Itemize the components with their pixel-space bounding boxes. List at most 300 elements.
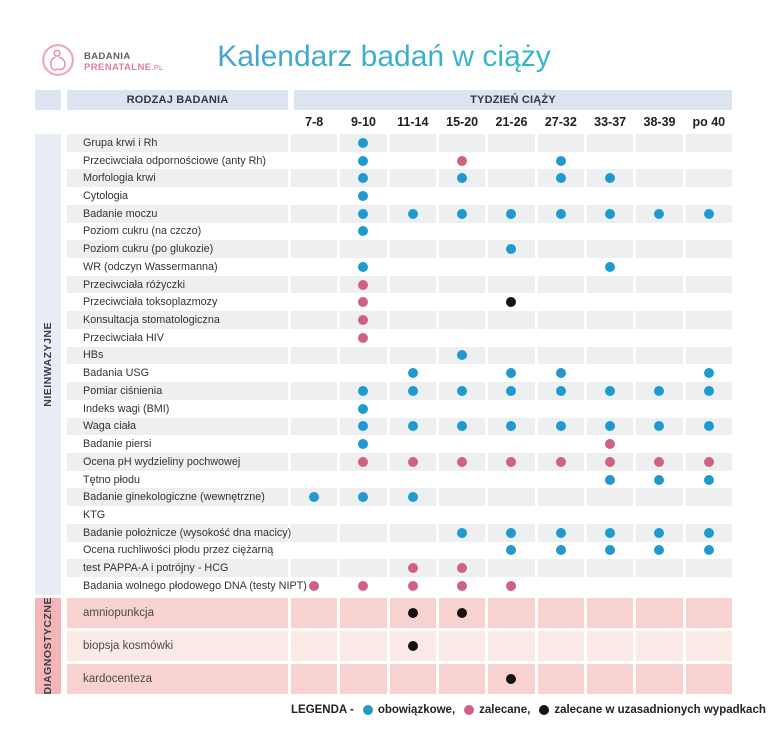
cell-week-7-8	[291, 223, 337, 241]
week-header-21-26: 21-26	[495, 115, 528, 129]
cell-week-27-32	[538, 276, 584, 294]
week-header-15-20: 15-20	[446, 115, 479, 129]
row-label: Pomiar ciśnienia	[67, 382, 288, 400]
row-label: Poziom cukru (na czczo)	[83, 225, 202, 238]
row-label: biopsja kosmówki	[67, 631, 288, 661]
cell-week-po-40	[686, 347, 732, 365]
table-row	[67, 435, 732, 453]
cell-week-21-26	[488, 223, 534, 241]
cell-week-27-32	[538, 664, 584, 694]
header-rodzaj-badania: RODZAJ BADANIA	[67, 90, 288, 110]
cell-week-11-14	[390, 598, 436, 628]
cell-week-9-10	[340, 152, 386, 170]
row-label: Badanie położnicze (wysokość dna macicy)	[67, 524, 288, 542]
pink-dot	[556, 457, 566, 467]
legend-item-blue	[363, 704, 455, 716]
row-label: Przeciwciała różyczki	[67, 276, 288, 294]
cell-week-27-32	[538, 471, 584, 489]
blue-dot	[457, 350, 467, 360]
legend-item-label: zalecane,	[479, 704, 531, 716]
table-row	[67, 400, 732, 418]
header-tydzien-ciazy: TYDZIEŃ CIĄŻY	[294, 90, 732, 110]
cell-week-33-37	[587, 240, 633, 258]
table-row	[67, 453, 732, 471]
table-row	[67, 524, 732, 542]
cell-week-38-39	[636, 187, 682, 205]
cell-week-po-40	[686, 169, 732, 187]
cell-week-38-39	[636, 400, 682, 418]
cell-week-38-39	[636, 205, 682, 223]
table-row	[67, 598, 732, 628]
table-row	[67, 169, 732, 187]
cell-week-po-40	[686, 524, 732, 542]
cell-week-38-39	[636, 223, 682, 241]
cell-week-11-14	[390, 205, 436, 223]
blue-dot	[457, 209, 467, 219]
blue-dot	[358, 404, 368, 414]
cell-week-27-32	[538, 382, 584, 400]
row-label: Cytologia	[83, 190, 129, 203]
cell-week-11-14	[390, 329, 436, 347]
cell-week-7-8	[291, 559, 337, 577]
cell-week-27-32	[538, 134, 584, 152]
row-label: Przeciwciała toksoplazmozy	[83, 296, 218, 309]
cell-week-po-40	[686, 134, 732, 152]
cell-week-11-14	[390, 453, 436, 471]
cell-week-15-20	[439, 364, 485, 382]
blue-dot	[309, 492, 319, 502]
cell-week-po-40	[686, 240, 732, 258]
cell-week-21-26	[488, 311, 534, 329]
cell-week-21-26	[488, 598, 534, 628]
cell-week-po-40	[686, 488, 732, 506]
cell-week-38-39	[636, 364, 682, 382]
cell-week-15-20	[439, 223, 485, 241]
cell-week-27-32	[538, 542, 584, 560]
cell-week-9-10	[340, 276, 386, 294]
cell-week-po-40	[686, 276, 732, 294]
cell-week-11-14	[390, 542, 436, 560]
row-label: WR (odczyn Wassermanna)	[83, 260, 218, 273]
cell-week-7-8	[291, 542, 337, 560]
cell-week-7-8	[291, 134, 337, 152]
blue-dot	[556, 421, 566, 431]
blue-dot	[704, 528, 714, 538]
cell-week-38-39	[636, 435, 682, 453]
cell-week-7-8	[291, 453, 337, 471]
cell-week-9-10	[340, 223, 386, 241]
cell-week-11-14	[390, 488, 436, 506]
cell-week-21-26	[488, 524, 534, 542]
week-header-33-37: 33-37	[594, 115, 627, 129]
table-row	[67, 382, 732, 400]
cell-week-27-32	[538, 205, 584, 223]
blue-dot	[605, 386, 615, 396]
blue-dot	[457, 386, 467, 396]
cell-week-9-10	[340, 488, 386, 506]
cell-week-33-37	[587, 223, 633, 241]
cell-week-21-26	[488, 559, 534, 577]
weeks-header-row	[291, 110, 732, 134]
cell-week-21-26	[488, 329, 534, 347]
cell-week-11-14	[390, 577, 436, 595]
cell-week-15-20	[439, 152, 485, 170]
legend-item-black	[539, 704, 766, 716]
cell-week-9-10	[340, 347, 386, 365]
cell-week-38-39	[636, 240, 682, 258]
blue-dot	[408, 492, 418, 502]
cell-week-27-32	[538, 223, 584, 241]
cell-week-7-8	[291, 435, 337, 453]
cell-week-15-20	[439, 293, 485, 311]
cell-week-7-8	[291, 276, 337, 294]
cell-week-33-37	[587, 435, 633, 453]
cell-week-7-8	[291, 329, 337, 347]
blue-dot	[506, 209, 516, 219]
cell-week-27-32	[538, 418, 584, 436]
cell-week-po-40	[686, 293, 732, 311]
cell-week-9-10	[340, 400, 386, 418]
cell-week-11-14	[390, 169, 436, 187]
blue-dot	[363, 705, 373, 715]
cell-week-po-40	[686, 205, 732, 223]
cell-week-9-10	[340, 205, 386, 223]
cell-week-38-39	[636, 598, 682, 628]
cell-week-7-8	[291, 187, 337, 205]
table-row	[67, 223, 732, 241]
cell-week-21-26	[488, 506, 534, 524]
blue-dot	[556, 528, 566, 538]
table-row	[67, 293, 732, 311]
cell-week-15-20	[439, 598, 485, 628]
cell-week-27-32	[538, 559, 584, 577]
cell-week-15-20	[439, 577, 485, 595]
cell-week-15-20	[439, 631, 485, 661]
week-header-11-14: 11-14	[397, 115, 429, 129]
row-label: kardocenteza	[67, 664, 288, 694]
cell-week-11-14	[390, 134, 436, 152]
cell-week-11-14	[390, 524, 436, 542]
table-row	[67, 240, 732, 258]
table-row	[67, 506, 732, 524]
cell-week-9-10	[340, 435, 386, 453]
cell-week-27-32	[538, 258, 584, 276]
cell-week-38-39	[636, 134, 682, 152]
cell-week-15-20	[439, 169, 485, 187]
cell-week-33-37	[587, 631, 633, 661]
cell-week-33-37	[587, 293, 633, 311]
pink-dot	[506, 457, 516, 467]
pink-dot	[408, 563, 418, 573]
blue-dot	[457, 173, 467, 183]
table-row	[67, 471, 732, 489]
cell-week-7-8	[291, 488, 337, 506]
cell-week-21-26	[488, 400, 534, 418]
cell-week-38-39	[636, 506, 682, 524]
black-dot	[539, 705, 549, 715]
cell-week-27-32	[538, 152, 584, 170]
cell-week-21-26	[488, 240, 534, 258]
cell-week-15-20	[439, 382, 485, 400]
row-label: amniopunkcja	[67, 598, 288, 628]
blue-dot	[358, 421, 368, 431]
cell-week-7-8	[291, 471, 337, 489]
blue-dot	[358, 226, 368, 236]
cell-week-15-20	[439, 471, 485, 489]
cell-week-38-39	[636, 311, 682, 329]
cell-week-7-8	[291, 598, 337, 628]
header-corner-cell	[35, 90, 61, 110]
black-dot	[506, 297, 516, 307]
row-label: test PAPPA-A i potrójny - HCG	[67, 559, 288, 577]
cell-week-po-40	[686, 382, 732, 400]
cell-week-9-10	[340, 453, 386, 471]
row-label: Poziom cukru (po glukozie)	[67, 240, 288, 258]
cell-week-38-39	[636, 559, 682, 577]
table-row	[67, 664, 732, 694]
blue-dot	[704, 209, 714, 219]
cell-week-27-32	[538, 400, 584, 418]
table-row	[67, 488, 732, 506]
cell-week-33-37	[587, 311, 633, 329]
cell-week-7-8	[291, 382, 337, 400]
legend-item-label: obowiązkowe,	[377, 704, 456, 716]
cell-week-7-8	[291, 664, 337, 694]
blue-dot	[605, 209, 615, 219]
row-label: Grupa krwi i Rh	[67, 134, 288, 152]
cell-week-15-20	[439, 524, 485, 542]
pink-dot	[408, 581, 418, 591]
blue-dot	[358, 262, 368, 272]
cell-week-15-20	[439, 205, 485, 223]
cell-week-7-8	[291, 400, 337, 418]
cell-week-7-8	[291, 506, 337, 524]
blue-dot	[358, 191, 368, 201]
cell-week-21-26	[488, 382, 534, 400]
cell-week-21-26	[488, 169, 534, 187]
cell-week-15-20	[439, 329, 485, 347]
cell-week-po-40	[686, 329, 732, 347]
table-row	[67, 205, 732, 223]
cell-week-21-26	[488, 577, 534, 595]
cell-week-9-10	[340, 187, 386, 205]
cell-week-33-37	[587, 506, 633, 524]
row-label: Tętno płodu	[83, 473, 141, 486]
cell-week-38-39	[636, 524, 682, 542]
blue-dot	[556, 156, 566, 166]
cell-week-38-39	[636, 293, 682, 311]
blue-dot	[704, 545, 714, 555]
blue-dot	[408, 368, 418, 378]
cell-week-7-8	[291, 152, 337, 170]
cell-week-11-14	[390, 187, 436, 205]
blue-dot	[358, 439, 368, 449]
cell-week-9-10	[340, 169, 386, 187]
cell-week-9-10	[340, 329, 386, 347]
blue-dot	[358, 156, 368, 166]
cell-week-15-20	[439, 187, 485, 205]
week-header-po-40: po 40	[692, 115, 726, 129]
cell-week-7-8	[291, 293, 337, 311]
cell-week-po-40	[686, 506, 732, 524]
cell-week-27-32	[538, 364, 584, 382]
table-row	[67, 329, 732, 347]
blue-dot	[605, 262, 615, 272]
cell-week-27-32	[538, 293, 584, 311]
cell-week-33-37	[587, 524, 633, 542]
cell-week-po-40	[686, 311, 732, 329]
blue-dot	[358, 209, 368, 219]
cell-week-15-20	[439, 258, 485, 276]
table-row	[67, 631, 732, 661]
pink-dot	[654, 457, 664, 467]
blue-dot	[654, 421, 664, 431]
cell-week-33-37	[587, 542, 633, 560]
blue-dot	[457, 421, 467, 431]
row-label: Badania USG	[83, 367, 150, 380]
cell-week-38-39	[636, 664, 682, 694]
cell-week-7-8	[291, 169, 337, 187]
legend	[291, 704, 766, 716]
cell-week-21-26	[488, 347, 534, 365]
cell-week-po-40	[686, 471, 732, 489]
cell-week-38-39	[636, 276, 682, 294]
cell-week-33-37	[587, 134, 633, 152]
cell-week-7-8	[291, 258, 337, 276]
cell-week-11-14	[390, 258, 436, 276]
table-row	[67, 187, 732, 205]
cell-week-11-14	[390, 471, 436, 489]
row-label: Morfologia krwi	[67, 169, 288, 187]
cell-week-15-20	[439, 506, 485, 524]
cell-week-15-20	[439, 418, 485, 436]
cell-week-15-20	[439, 134, 485, 152]
cell-week-27-32	[538, 488, 584, 506]
cell-week-15-20	[439, 347, 485, 365]
cell-week-38-39	[636, 631, 682, 661]
cell-week-11-14	[390, 418, 436, 436]
black-dot	[457, 608, 467, 618]
blue-dot	[506, 421, 516, 431]
pink-dot	[358, 280, 368, 290]
cell-week-21-26	[488, 187, 534, 205]
blue-dot	[358, 138, 368, 148]
cell-week-7-8	[291, 240, 337, 258]
cell-week-11-14	[390, 152, 436, 170]
row-label: Ocena ruchliwości płodu przez ciężarną	[83, 544, 274, 557]
cell-week-27-32	[538, 187, 584, 205]
cell-week-21-26	[488, 293, 534, 311]
cell-week-11-14	[390, 631, 436, 661]
row-label: Ocena pH wydzieliny pochwowej	[67, 453, 288, 471]
cell-week-po-40	[686, 577, 732, 595]
cell-week-21-26	[488, 258, 534, 276]
cell-week-27-32	[538, 311, 584, 329]
cell-week-38-39	[636, 488, 682, 506]
cell-week-po-40	[686, 223, 732, 241]
row-label: Przeciwciała HIV	[83, 331, 164, 344]
cell-week-9-10	[340, 293, 386, 311]
blue-dot	[506, 528, 516, 538]
cell-week-po-40	[686, 453, 732, 471]
cell-week-7-8	[291, 524, 337, 542]
row-label: Badanie ginekologiczne (wewnętrzne)	[67, 488, 288, 506]
cell-week-11-14	[390, 293, 436, 311]
blue-dot	[358, 386, 368, 396]
cell-week-9-10	[340, 524, 386, 542]
blue-dot	[605, 545, 615, 555]
cell-week-11-14	[390, 311, 436, 329]
cell-week-38-39	[636, 258, 682, 276]
cell-week-po-40	[686, 598, 732, 628]
pink-dot	[457, 457, 467, 467]
cell-week-38-39	[636, 347, 682, 365]
pink-dot	[358, 581, 368, 591]
blue-dot	[556, 173, 566, 183]
black-dot	[408, 641, 418, 651]
cell-week-27-32	[538, 524, 584, 542]
cell-week-33-37	[587, 205, 633, 223]
week-header-9-10: 9-10	[350, 115, 376, 129]
cell-week-po-40	[686, 631, 732, 661]
cell-week-po-40	[686, 435, 732, 453]
row-label: Konsultacja stomatologiczna	[67, 311, 288, 329]
cell-week-33-37	[587, 169, 633, 187]
blue-dot	[654, 209, 664, 219]
cell-week-15-20	[439, 240, 485, 258]
blue-dot	[704, 368, 714, 378]
blue-dot	[408, 421, 418, 431]
exam-calendar-table	[35, 90, 732, 694]
cell-week-27-32	[538, 169, 584, 187]
table-row	[67, 347, 732, 365]
cell-week-7-8	[291, 364, 337, 382]
cell-week-33-37	[587, 577, 633, 595]
cell-week-9-10	[340, 577, 386, 595]
blue-dot	[358, 173, 368, 183]
blue-dot	[408, 386, 418, 396]
cell-week-15-20	[439, 400, 485, 418]
table-row	[67, 258, 732, 276]
cell-week-33-37	[587, 276, 633, 294]
blue-dot	[605, 421, 615, 431]
blue-dot	[358, 492, 368, 502]
cell-week-38-39	[636, 577, 682, 595]
cell-week-21-26	[488, 542, 534, 560]
diagnostic-label: DIAGNOSTYCZNE	[42, 596, 54, 695]
black-dot	[506, 674, 516, 684]
week-header-7-8: 7-8	[305, 115, 324, 129]
pink-dot	[605, 457, 615, 467]
table-row	[67, 542, 732, 560]
cell-week-33-37	[587, 347, 633, 365]
pink-dot	[358, 297, 368, 307]
cell-week-38-39	[636, 382, 682, 400]
cell-week-11-14	[390, 506, 436, 524]
legend-item-label: zalecane w uzasadnionych wypadkach	[554, 704, 766, 716]
blue-dot	[506, 386, 516, 396]
blue-dot	[506, 545, 516, 555]
cell-week-38-39	[636, 169, 682, 187]
blue-dot	[654, 545, 664, 555]
cell-week-21-26	[488, 276, 534, 294]
cell-week-7-8	[291, 347, 337, 365]
blue-dot	[704, 386, 714, 396]
cell-week-9-10	[340, 559, 386, 577]
cell-week-33-37	[587, 488, 633, 506]
pink-dot	[408, 457, 418, 467]
cell-week-27-32	[538, 631, 584, 661]
